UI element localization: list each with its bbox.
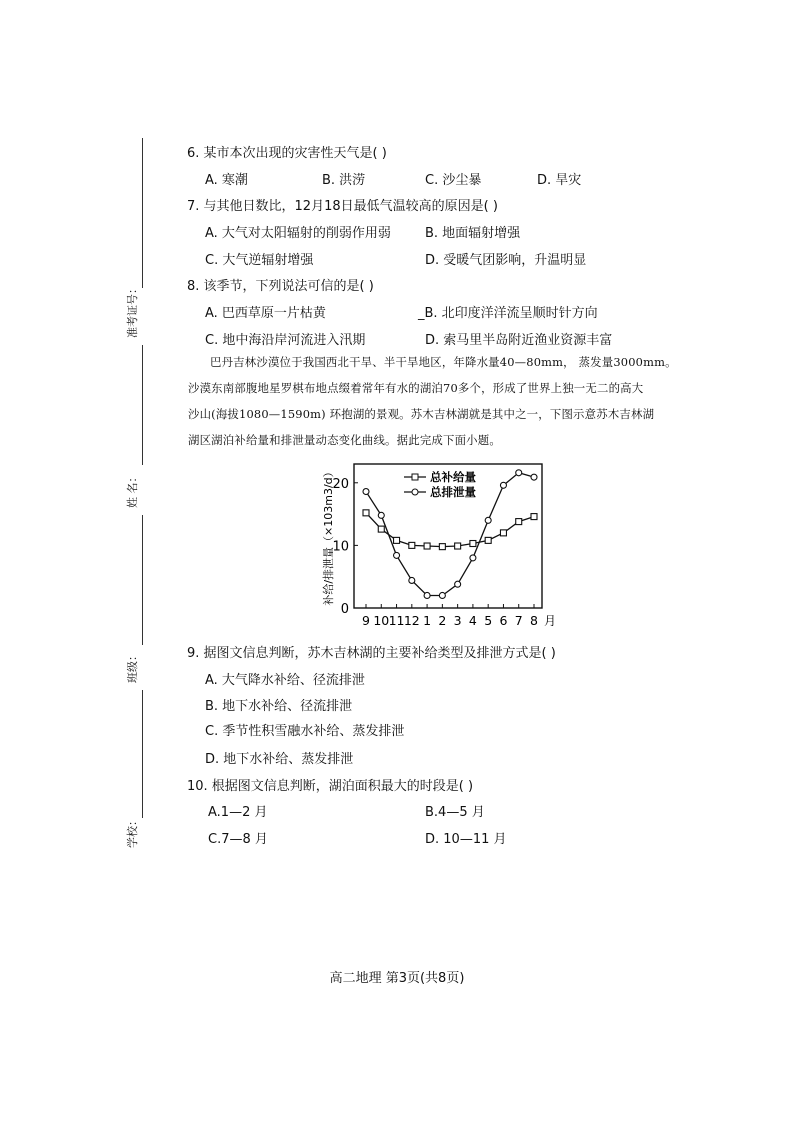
passage-line: 湖区湖泊补给量和排泄量动态变化曲线。据此完成下面小题。: [188, 433, 501, 447]
question-10-option-d: D. 10—11 月: [425, 832, 507, 847]
question-10-option-a: A.1—2 月: [208, 805, 268, 820]
x-tick-label: 2: [438, 613, 447, 628]
question-7-option-b: B. 地面辐射增强: [425, 226, 521, 241]
data-point: [363, 489, 369, 495]
reading-passage: [188, 349, 677, 453]
x-tick-label: 1: [423, 613, 432, 628]
x-tick-label: 8: [530, 613, 538, 628]
question-6-stem: 6. 某市本次出现的灾害性天气是( ): [187, 146, 387, 161]
question-9-option-d: D. 地下水补给、蒸发排泄: [205, 752, 354, 767]
page-footer: 高二地理 第3页(共8页): [329, 971, 465, 986]
question-6-option-a: A. 寒潮: [205, 173, 248, 188]
question-9-option-b: B. 地下水补给、径流排泄: [205, 699, 353, 714]
data-point: [531, 514, 537, 520]
data-point: [409, 577, 415, 583]
x-tick-label: 4: [468, 613, 477, 628]
data-point: [470, 541, 476, 547]
y-tick-label: 0: [340, 602, 349, 617]
data-point: [455, 581, 461, 587]
data-point: [439, 544, 445, 550]
question-7-option-a: A. 大气对太阳辐射的削弱作用弱: [205, 226, 391, 241]
data-point: [485, 537, 491, 543]
data-point: [378, 526, 384, 532]
x-tick-label: 3: [453, 613, 462, 628]
question-9-option-a: A. 大气降水补给、径流排泄: [205, 673, 365, 688]
question-7-option-d: D. 受暖气团影响，升温明显: [425, 253, 587, 268]
data-point: [455, 543, 461, 549]
data-point: [424, 543, 430, 549]
x-tick-label: 6: [499, 613, 508, 628]
passage-line: 沙漠东南部腹地星罗棋布地点缀着常年有水的湖泊70多个，形成了世界上独一无二的高大: [188, 381, 644, 395]
data-point: [500, 530, 506, 536]
question-7-stem: 7. 与其他日数比，12月18日最低气温较高的原因是( ): [187, 199, 498, 214]
passage-line: 沙山(海拔1080—1590m) 环抱湖的景观。苏木吉林湖就是其中之一，下图示意苏木吉林湖: [188, 407, 655, 421]
lake-recharge-discharge-chart: [318, 458, 558, 630]
x-unit-label: 月: [543, 614, 557, 628]
data-point: [439, 592, 445, 598]
x-tick-label: 5: [484, 613, 493, 628]
data-point: [394, 552, 400, 558]
name-label: 姓 名：: [126, 471, 139, 508]
question-10-option-b: B.4—5 月: [425, 805, 485, 820]
x-tick-label: 10: [373, 613, 390, 628]
question-8-option-a: A. 巴西草原一片枯黄: [205, 306, 326, 321]
data-point: [516, 519, 522, 525]
y-tick-label: 10: [332, 539, 349, 555]
data-point: [409, 542, 415, 548]
data-point: [363, 510, 369, 516]
margin-rule: [142, 138, 143, 288]
class-label: 班级：: [126, 650, 139, 683]
question-10-stem: 10. 根据图文信息判断，湖泊面积最大的时段是( ): [187, 779, 474, 794]
question-9-option-c: C. 季节性积雪融水补给、蒸发排泄: [205, 724, 405, 739]
data-point: [378, 512, 384, 518]
question-8-stem: 8. 该季节，下列说法可信的是( ): [187, 279, 374, 294]
passage-line: 巴丹吉林沙漠位于我国西北干旱、半干旱地区，年降水量40—80mm， 蒸发量3000mm。: [210, 355, 677, 369]
question-6-option-d: D. 旱灾: [537, 173, 582, 188]
question-10-option-c: C.7—8 月: [208, 832, 268, 847]
data-point: [394, 537, 400, 543]
legend-marker: [412, 474, 418, 480]
margin-rule: [142, 515, 143, 645]
question-8-option-b: _B. 北印度洋洋流呈顺时针方向: [418, 306, 598, 321]
x-tick-label: 11: [388, 613, 405, 628]
data-point: [516, 470, 522, 476]
data-point: [470, 555, 476, 561]
exam-number-label: 准考证号：: [126, 283, 139, 338]
question-6-option-b: B. 洪涝: [322, 173, 366, 188]
data-point: [531, 474, 537, 480]
x-tick-label: 12: [403, 613, 420, 628]
question-9-stem: 9. 据图文信息判断，苏木吉林湖的主要补给类型及排泄方式是( ): [187, 646, 556, 661]
legend-label: 总补给量: [430, 470, 476, 484]
question-8-option-d: D. 索马里半岛附近渔业资源丰富: [425, 333, 613, 348]
legend-label: 总排泄量: [430, 485, 476, 499]
question-8-option-c: C. 地中海沿岸河流进入汛期: [205, 333, 366, 348]
data-point: [424, 592, 430, 598]
x-tick-label: 9: [362, 613, 370, 628]
question-6-option-c: C. 沙尘暴: [425, 173, 482, 188]
margin-rule: [142, 345, 143, 465]
y-axis-label: 补给/排泄量（×103m3/d）: [322, 466, 335, 606]
x-tick-label: 7: [514, 613, 523, 628]
y-tick-label: 20: [332, 476, 349, 492]
data-point: [500, 482, 506, 488]
legend-marker: [412, 489, 418, 495]
data-point: [485, 517, 491, 523]
margin-rule: [142, 690, 143, 818]
question-7-option-c: C. 大气逆辐射增强: [205, 253, 314, 268]
school-label: 学校：: [126, 815, 139, 848]
